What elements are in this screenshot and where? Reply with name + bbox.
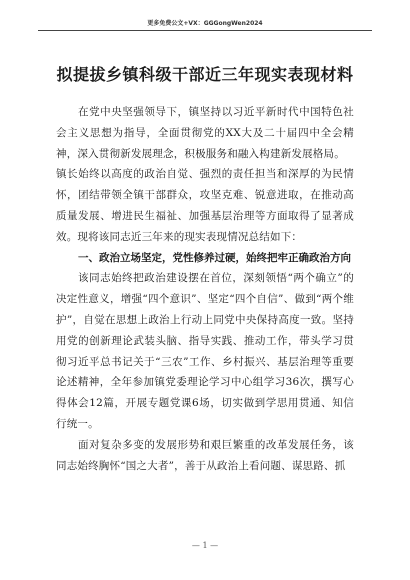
page-header: 更多免费公文+VX：GGGongWen2024 — [147, 20, 263, 27]
document-title: 拟提拔乡镇科级干部近三年现实表现材料 — [56, 65, 354, 84]
section-paragraph: 面对复杂多变的发展形势和艰巨繁重的改革发展任务，该同志始终胸怀“国之大者”，善于从政治上看问题、谋思路、抓 — [56, 438, 354, 472]
section-heading: 一、政治立场坚定，党性修养过硬，始终把牢正确政治方向 — [78, 251, 352, 264]
page-number: — 1 — — [191, 541, 219, 550]
header-divider — [38, 30, 372, 31]
intro-paragraph: 在党中央坚强领导下，镇坚持以习近平新时代中国特色社会主义思想为指导，全面贯彻党的XX大及二十届四中全会精神，深入贯彻新发展理念，积极服务和融入构建新发展格局。 — [56, 106, 354, 160]
summary-paragraph: 镇长始终以高度的政治自觉、强烈的责任担当和深厚的为民情怀，团结带领全镇干部群众，攻坚克难、锐意进取，在推动高质量发展、增进民生福祉、加强基层治理等方面取得了显著成效。现将该同志近三年来的现实表现情况总结如下： — [56, 168, 354, 243]
section-paragraph: 该同志始终把政治建设摆在首位，深刻领悟“两个确立”的决定性意义，增强“四个意识”、坚定“四个自信”、做到“两个维护”，自觉在思想上政治上行动上同党中央保持高度一致。坚持用党的创新理论武装头脑、指导实践、推动工作，带头学习贯彻习近平总书记关于“三农”工作、乡村振兴、基层治理等重要论述精神，全年参加镇党委理论学习中心组学习36次，撰写心得体会12篇，开展专题党课6场，切实做到学思用贯通、知信行统一。 — [56, 272, 354, 430]
document-body — [56, 102, 354, 476]
